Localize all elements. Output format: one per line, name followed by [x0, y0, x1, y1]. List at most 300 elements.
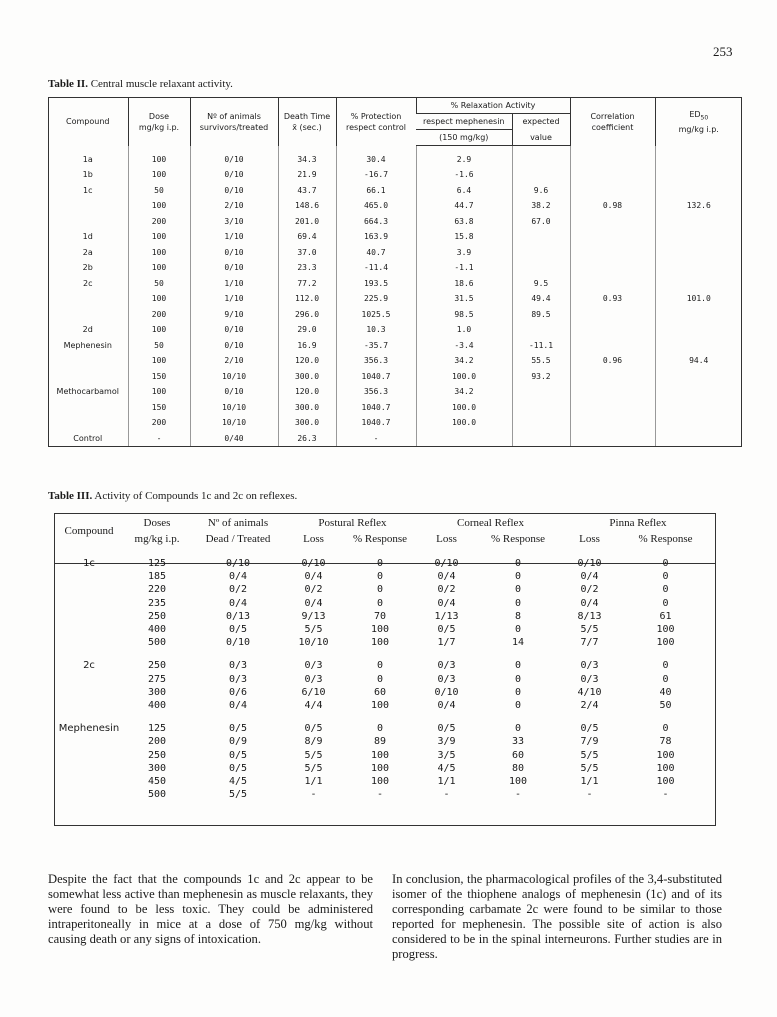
table-cell: -: [662, 789, 669, 801]
table-cell: [48, 369, 128, 385]
table-cell: -1.1: [416, 260, 512, 276]
table-cell: 0/5: [437, 624, 456, 636]
table-cell: 0/4: [228, 571, 248, 583]
table-row: [54, 788, 714, 801]
table-cell: 10/10: [190, 400, 278, 416]
table-cell: 0: [662, 597, 669, 609]
table-cell: [655, 322, 742, 338]
table-cell: 0/10: [190, 146, 278, 168]
table-cell: 250: [147, 749, 167, 761]
table-cell: 3/9: [437, 736, 456, 748]
table-row: [48, 167, 742, 183]
table-cell: 300.0: [278, 400, 336, 416]
table-cell: 0/2: [580, 584, 599, 596]
table-cell: 4/5: [437, 762, 456, 774]
table-cell: [570, 229, 655, 245]
table-cell: 0/3: [304, 673, 323, 685]
table-row: [48, 353, 742, 369]
table-cell: 2c: [83, 660, 95, 672]
table-cell: 5/5: [580, 762, 599, 774]
table-cell: [416, 431, 512, 447]
table-cell: [570, 384, 655, 400]
table-cell: 148.6: [278, 198, 336, 214]
table-cell: 5/5: [580, 624, 599, 636]
table-cell: 29.0: [278, 322, 336, 338]
table-cell: 1d: [82, 232, 93, 242]
t3-h-doses-unit: mg/kg i.p.: [134, 533, 180, 545]
table-cell: 0/5: [228, 762, 248, 774]
table-row: [48, 322, 742, 338]
table-cell: 100: [128, 260, 190, 276]
table-row: [48, 431, 742, 447]
table-cell: [655, 146, 742, 168]
table-cell: 0: [514, 699, 522, 711]
table-cell: 150: [128, 369, 190, 385]
table-cell: [570, 369, 655, 385]
table-cell: 100: [656, 762, 675, 774]
table-cell: Methocarbamol: [56, 387, 119, 397]
table-cell: 0/13: [225, 610, 251, 622]
table-cell: 0/4: [228, 699, 248, 711]
table2-caption: [48, 78, 233, 90]
table-cell: [655, 431, 742, 447]
table-cell: 0/5: [580, 723, 599, 735]
table-cell: [655, 369, 742, 385]
table-cell: 61: [659, 610, 672, 622]
table-cell: 0/10: [225, 558, 251, 570]
table-row: [48, 384, 742, 400]
table-cell: 150: [128, 400, 190, 416]
table3-caption-text: Activity of Compounds 1c and 2c on reflexes.: [92, 490, 298, 502]
table-cell: 98.5: [416, 307, 512, 323]
table-cell: 0/5: [437, 723, 456, 735]
page-number: 253: [713, 44, 733, 59]
t2-h-protection: % Protection respect control: [336, 98, 416, 146]
table-cell: [512, 400, 570, 416]
table-cell: 0/4: [437, 699, 456, 711]
table-cell: [54, 788, 124, 801]
table-cell: [655, 245, 742, 261]
table-cell: 0: [514, 673, 522, 685]
table-cell: [512, 229, 570, 245]
table-cell: [54, 686, 124, 699]
table-cell: [570, 260, 655, 276]
t3-h-pinna: Pinna Reflex: [609, 517, 667, 529]
t2-h-relaxation: % Relaxation Activity: [416, 98, 570, 114]
table-row: [48, 245, 742, 261]
table-cell: 0: [662, 673, 669, 685]
table-cell: 100: [656, 775, 675, 787]
table-row: [54, 712, 714, 735]
table-row: [54, 610, 714, 623]
table-cell: 0: [514, 624, 522, 636]
table-cell: [54, 570, 124, 583]
table-cell: 100.0: [416, 415, 512, 431]
table-cell: 1/10: [190, 229, 278, 245]
table-cell: 100: [370, 775, 390, 787]
t2-h-relax-mephenesin: respect mephenesin: [422, 117, 505, 126]
table-cell: 16.9: [278, 338, 336, 354]
table-cell: 1040.7: [336, 369, 416, 385]
table-cell: [570, 415, 655, 431]
table-cell: 66.1: [336, 183, 416, 199]
table-cell: [54, 623, 124, 636]
table-cell: 9.5: [512, 276, 570, 292]
table-cell: -11.4: [336, 260, 416, 276]
t2-h-relax-mephenesin-sub: (150 mg/kg): [416, 130, 512, 146]
table-cell: -: [586, 789, 593, 801]
table-cell: 356.3: [336, 384, 416, 400]
table-cell: -3.4: [416, 338, 512, 354]
table-cell: -: [376, 789, 384, 801]
table-cell: 1/10: [190, 276, 278, 292]
table-cell: 2/4: [580, 699, 599, 711]
table-cell: 7/7: [580, 637, 599, 649]
table-row: [48, 260, 742, 276]
table-cell: -16.7: [336, 167, 416, 183]
table-cell: 0: [376, 597, 384, 609]
table-cell: 450: [147, 775, 167, 787]
table-row: [54, 649, 714, 672]
t2-h-death-time: Death Time x̄ (sec.): [278, 98, 336, 146]
table-cell: 356.3: [336, 353, 416, 369]
table-row: [54, 597, 714, 610]
table-cell: 21.9: [278, 167, 336, 183]
table-cell: 0: [376, 660, 384, 672]
t2-h-dose: Dose mg/kg i.p.: [128, 98, 190, 146]
table-cell: 1.0: [416, 322, 512, 338]
table-cell: 40: [659, 686, 672, 698]
table-cell: 1/1: [437, 775, 456, 787]
table-cell: [48, 415, 128, 431]
table-cell: 2b: [82, 263, 93, 273]
table-cell: 2a: [82, 247, 93, 257]
table-cell: 100: [128, 245, 190, 261]
table-row: [54, 623, 714, 636]
t2-h-ed50: $ED_{50}$ mg/kg i.p.: [655, 98, 742, 146]
t3-h-pinna-loss: Loss: [579, 533, 600, 545]
table-cell: [512, 415, 570, 431]
table-cell: [54, 583, 124, 596]
table-row: [48, 214, 742, 230]
table-cell: [570, 146, 655, 168]
table-cell: 100: [128, 353, 190, 369]
table-row: [54, 748, 714, 761]
table-cell: 3.9: [416, 245, 512, 261]
table-cell: 77.2: [278, 276, 336, 292]
table-cell: [655, 276, 742, 292]
table-cell: 1/7: [437, 637, 456, 649]
table-cell: 8/9: [304, 736, 323, 748]
table-cell: 50: [128, 276, 190, 292]
table-cell: 0: [376, 673, 384, 685]
table-cell: 8/13: [577, 610, 602, 622]
table-cell: 0/5: [228, 749, 248, 761]
table-cell: 0/3: [304, 660, 323, 672]
table-cell: 125: [147, 723, 167, 735]
t3-h-corneal-loss: Loss: [436, 533, 457, 545]
table-cell: 200: [128, 214, 190, 230]
table-cell: 0: [376, 558, 384, 570]
table-cell: 10/10: [190, 369, 278, 385]
table-cell: 0/6: [228, 686, 248, 698]
table-cell: 67.0: [512, 214, 570, 230]
table-cell: 193.5: [336, 276, 416, 292]
table-cell: 0: [662, 660, 669, 672]
table-cell: 0: [376, 723, 384, 735]
table-cell: 9/13: [301, 610, 326, 622]
table-cell: -35.7: [336, 338, 416, 354]
table-cell: 0: [514, 686, 522, 698]
table-cell: 132.6: [655, 198, 742, 214]
table-cell: 163.9: [336, 229, 416, 245]
table-cell: 664.3: [336, 214, 416, 230]
table-row: [48, 338, 742, 354]
table2: [48, 97, 742, 447]
table-cell: 63.8: [416, 214, 512, 230]
table-cell: 40.7: [336, 245, 416, 261]
table-row: [48, 146, 742, 168]
table-cell: [512, 260, 570, 276]
table2-caption-label: Table II.: [48, 78, 88, 90]
table-cell: 0: [662, 723, 669, 735]
table-cell: [54, 748, 124, 761]
table-cell: 0/10: [190, 322, 278, 338]
table-cell: 7/9: [580, 736, 599, 748]
table-cell: [570, 183, 655, 199]
t3-h-doses: Doses: [143, 517, 171, 529]
table2-caption-text: Central muscle relaxant activity.: [87, 78, 233, 90]
table-row: [54, 570, 714, 583]
table-cell: 0/10: [577, 558, 602, 570]
table-cell: 0.93: [570, 291, 655, 307]
table-cell: 9/10: [190, 307, 278, 323]
table-cell: 8: [514, 610, 522, 622]
t3-h-postural-loss: Loss: [303, 533, 324, 545]
table-row: [48, 198, 742, 214]
table-cell: 100: [370, 699, 390, 711]
table-cell: 0/3: [437, 660, 456, 672]
table-cell: 1/1: [304, 775, 323, 787]
table-cell: 112.0: [278, 291, 336, 307]
table-cell: 3/5: [437, 749, 456, 761]
table-cell: Control: [48, 431, 128, 447]
table-row: [54, 762, 714, 775]
table3-caption: [48, 490, 297, 502]
table-cell: Mephenesin: [63, 340, 112, 350]
table-row: [54, 699, 714, 712]
table-cell: [570, 322, 655, 338]
table-cell: 0/10: [190, 183, 278, 199]
table-cell: 10/10: [298, 637, 329, 649]
table-cell: 0/4: [437, 597, 456, 609]
table-cell: -: [514, 789, 522, 801]
table-cell: [512, 431, 570, 447]
table-cell: 2d: [82, 325, 93, 335]
table-cell: 1b: [82, 170, 93, 180]
table-cell: 400: [147, 699, 167, 711]
table-cell: 0: [662, 584, 669, 596]
t3-h-compound: Compound: [64, 525, 114, 537]
table-cell: 100: [128, 291, 190, 307]
table-cell: [48, 214, 128, 230]
table-cell: 0/10: [190, 338, 278, 354]
table-cell: [512, 146, 570, 168]
table-cell: [655, 400, 742, 416]
table-cell: 5/5: [580, 749, 599, 761]
table-cell: 0: [514, 571, 522, 583]
table-cell: 300: [147, 686, 167, 698]
table-cell: 31.5: [416, 291, 512, 307]
table-cell: 44.7: [416, 198, 512, 214]
table-cell: [570, 214, 655, 230]
table-cell: [570, 338, 655, 354]
table-cell: 33: [511, 736, 525, 748]
table-cell: 0/40: [190, 431, 278, 447]
table-cell: 1040.7: [336, 400, 416, 416]
table-cell: 500: [147, 637, 167, 649]
table-row: [48, 291, 742, 307]
table-cell: 0: [514, 723, 522, 735]
table-cell: 0/4: [228, 597, 248, 609]
table-cell: 0.96: [570, 353, 655, 369]
table-cell: 1c: [83, 185, 93, 195]
table-cell: [570, 431, 655, 447]
table-cell: [54, 610, 124, 623]
table-cell: 2c: [83, 278, 93, 288]
table-cell: 100.0: [416, 400, 512, 416]
table-cell: 89.5: [512, 307, 570, 323]
table-cell: [54, 597, 124, 610]
table-cell: 0/10: [434, 558, 459, 570]
table-cell: 1a: [82, 154, 93, 164]
table-cell: 296.0: [278, 307, 336, 323]
table-cell: [655, 338, 742, 354]
table-cell: 0: [662, 558, 669, 570]
table-cell: 100: [656, 624, 675, 636]
table-cell: 0/10: [225, 637, 251, 649]
table-cell: 15.8: [416, 229, 512, 245]
table-cell: 0/3: [228, 660, 248, 672]
table-cell: [655, 214, 742, 230]
table-cell: 0/3: [580, 673, 599, 685]
table-cell: -: [443, 789, 450, 801]
table-cell: 0/10: [190, 260, 278, 276]
table-cell: 89: [373, 736, 387, 748]
t3-h-animals: Nº of animals: [207, 517, 269, 529]
table-cell: 0: [662, 571, 669, 583]
table-cell: 0/4: [580, 571, 599, 583]
table-cell: 0/4: [580, 597, 599, 609]
paragraph-right: In conclusion, the pharmacological profiles of the 3,4-substituted isomer of the thiophene analogs of mephenesin (1c) and of its corresponding carbamate 2c were found to be similar to those reported for mephenesin. The possible site of action is also considered to be in the spinal interneurons. Further studies are in progress.: [392, 872, 722, 961]
table-row: [54, 673, 714, 686]
table-cell: 0/4: [304, 571, 323, 583]
t3-h-pinna-response: % Response: [638, 533, 693, 545]
table-cell: 220: [147, 584, 167, 596]
table-cell: 18.6: [416, 276, 512, 292]
table-row: [54, 636, 714, 649]
table-row: [48, 415, 742, 431]
table-cell: 0: [376, 571, 384, 583]
table-cell: 0/2: [437, 584, 456, 596]
table-cell: 235: [147, 597, 167, 609]
table-cell: 0: [514, 584, 522, 596]
paragraph-left: Despite the fact that the compounds 1c and 2c appear to be somewhat less active than mephenesin as muscle relaxants, they were found to be less toxic. They could be administered intraperitoneally in mice at a dose of 750 mg/kg without causing death or any signs of intoxication.: [48, 872, 373, 946]
t2-h-correlation: Correlation coefficient: [570, 98, 655, 146]
table-cell: [655, 307, 742, 323]
table-cell: [570, 400, 655, 416]
table-cell: 1/1: [580, 775, 599, 787]
table-cell: 125: [147, 558, 167, 570]
table-cell: 0/2: [228, 584, 248, 596]
table-cell: [54, 673, 124, 686]
table-cell: [512, 245, 570, 261]
table-cell: 300: [147, 762, 167, 774]
table-cell: 30.4: [336, 146, 416, 168]
table-cell: 0/3: [228, 673, 248, 685]
table-cell: [54, 636, 124, 649]
t2-h-relax-expected-sub: value: [512, 130, 570, 146]
table-cell: 200: [128, 307, 190, 323]
table-cell: 93.2: [512, 369, 570, 385]
table-cell: 10/10: [190, 415, 278, 431]
t2-h-animals: Nº of animals survivors/treated: [190, 98, 278, 146]
table-cell: 465.0: [336, 198, 416, 214]
table-cell: -11.1: [512, 338, 570, 354]
table-cell: 250: [147, 610, 167, 622]
table-cell: 69.4: [278, 229, 336, 245]
table-cell: 50: [659, 699, 672, 711]
table-row: [54, 547, 714, 570]
table-cell: 100: [128, 198, 190, 214]
table-cell: [655, 384, 742, 400]
table-row: [54, 583, 714, 596]
table-cell: 55.5: [512, 353, 570, 369]
table-cell: [54, 699, 124, 712]
table-row: [48, 183, 742, 199]
table-cell: [570, 276, 655, 292]
table-row: [48, 276, 742, 292]
table-row: [54, 775, 714, 788]
table-cell: [54, 775, 124, 788]
table-cell: 1/10: [190, 291, 278, 307]
table-row: [54, 735, 714, 748]
table-cell: 100: [656, 637, 675, 649]
table-cell: 0: [514, 558, 522, 570]
table-cell: 2/10: [190, 353, 278, 369]
table-cell: 0/4: [304, 597, 323, 609]
table-cell: 50: [128, 183, 190, 199]
table-cell: 0: [514, 597, 522, 609]
table-cell: 6/10: [301, 686, 326, 698]
table-cell: 0/5: [304, 723, 323, 735]
table-cell: 4/4: [304, 699, 323, 711]
table-cell: 120.0: [278, 384, 336, 400]
table-cell: 100: [128, 167, 190, 183]
table-cell: [570, 245, 655, 261]
table-cell: 60: [373, 686, 387, 698]
table-cell: [655, 260, 742, 276]
table-cell: 0/10: [434, 686, 459, 698]
table-cell: 201.0: [278, 214, 336, 230]
table-cell: 37.0: [278, 245, 336, 261]
table-cell: 60: [511, 749, 525, 761]
table-cell: 100: [370, 624, 390, 636]
table-cell: 0/2: [304, 584, 323, 596]
table-cell: 49.4: [512, 291, 570, 307]
table-cell: 80: [511, 762, 525, 774]
table-cell: [570, 307, 655, 323]
